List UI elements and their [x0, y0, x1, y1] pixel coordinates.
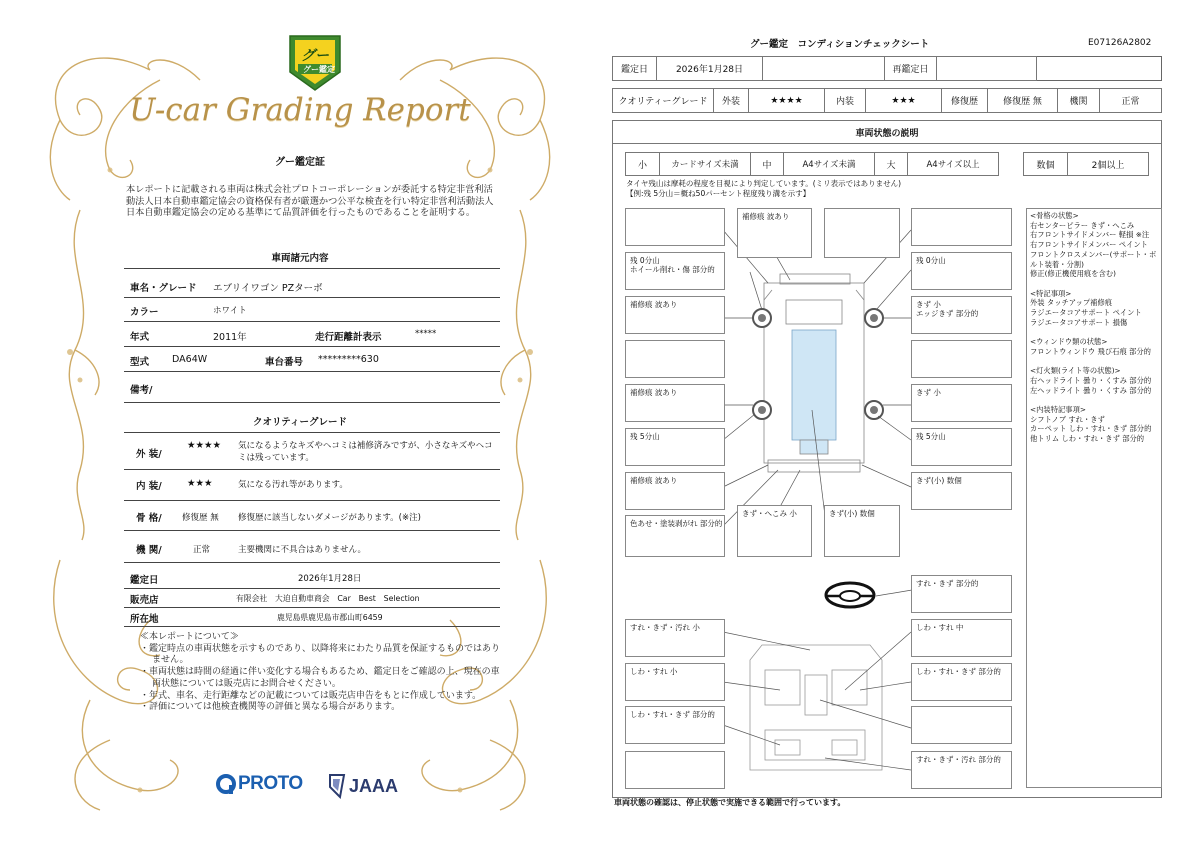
- frame-text: 修復歴に該当しないダメージがあります。(※注): [238, 513, 421, 523]
- spec-heading: 車両諸元内容: [271, 253, 329, 264]
- name-grade-value: エブリイワゴン PZターボ: [213, 283, 323, 294]
- certificate-title: グー鑑定証: [275, 157, 325, 168]
- int-box-left-3: しわ・すれ・きず 部分的: [625, 706, 725, 744]
- ext-label: 外装: [713, 88, 749, 113]
- dealer-value: 有限会社 大迫自動車商会 Car Best Selection: [236, 594, 420, 603]
- svg-text:グー: グー: [301, 48, 329, 64]
- remarks-label: 備考/: [130, 385, 153, 396]
- interior-stars: ★★★: [187, 478, 213, 489]
- dealer-label: 販売店: [130, 595, 159, 606]
- condition-legend: <骨格の状態> 右センターピラー きず・へこみ 右フロントサイドメンバー 軽損 ※注 右フロントサイドメンバー ペイント フロントクロスメンバー(サポート・ボルト装着・分割) 修正(修正機使用痕を含む) <特記事項> 外装 タッチアップ補修痕 ラジエータコアサポート ペイント ラジエータコアサポート 損傷 <ウィンドウ類の状態> フロントウィンドウ 飛び石痕 部分的 <灯火類(ライト等の状態)> 右ヘッドライト 曇り・くすみ 部分的 左ヘッドライト 曇り・くすみ 部分的 <内装特記事項> シフトノブ すれ・きず カーペット しわ・すれ・きず 部分的 他トリム しわ・すれ・きず 部分的: [1026, 208, 1162, 788]
- quality-heading: クオリティーグレード: [252, 417, 348, 428]
- ext-box-left-5: 残 5分山: [625, 428, 725, 466]
- mileage-label: 走行距離計表示: [315, 332, 382, 343]
- mileage-value: *****: [415, 329, 437, 339]
- note-item: ・車両状態は時間の経過に伴い変化する場合もあるため、鑑定日をご確認の上、現在の車両状態については販売店にお問合せください。: [140, 667, 500, 689]
- int-box-left-2: しわ・すれ 小: [625, 663, 725, 701]
- ext-box-left-1: 残 0分山 ホイール削れ・傷 部分的: [625, 252, 725, 290]
- size-small-desc: カードサイズ未満: [659, 152, 751, 176]
- interior-text: 気になる汚れ等があります。: [238, 480, 348, 490]
- color-value: ホワイト: [213, 306, 247, 316]
- certificate-text: 本レポートに記載される車両は株式会社プロトコーポレーションが委託する特定非営利活動法人日本自動車鑑定協会の資格保有者が厳選かつ公平な検査を行い特定非営利活動法人日本自動車鑑定協会の定める基準にて品質評価を行ったものであることを証明する。: [126, 184, 494, 219]
- size-large-desc: A4サイズ以上: [907, 152, 999, 176]
- model-value: DA64W: [172, 354, 208, 365]
- year-label: 年式: [130, 332, 150, 343]
- exterior-label: 外 装/: [136, 449, 162, 460]
- engine-text: 主要機関に不具合はありません。: [238, 545, 367, 555]
- tire-example: 【例:残 5分山＝概ね50パーセント程度残り溝を示す】: [626, 189, 811, 198]
- tire-note: タイヤ残山は摩耗の程度を目視により判定しています。(ミリ表示ではありません): [626, 179, 902, 188]
- appraisal-date-label: 鑑定日: [130, 575, 159, 586]
- ext-box-right-3: [911, 340, 1012, 378]
- ext-box-left-3: [625, 340, 725, 378]
- size-medium: 中: [750, 152, 784, 176]
- sheet-id: E07126A2802: [1088, 38, 1152, 48]
- ext-box-right-2: きず 小 エッジきず 部分的: [911, 296, 1012, 334]
- year-value: 2011年: [213, 332, 247, 343]
- repair-label: 修復歴: [941, 88, 988, 113]
- int-box-right-3: [911, 706, 1012, 744]
- ext-box-left-2: 補修痕 波あり: [625, 296, 725, 334]
- int-box-right-2: しわ・すれ・きず 部分的: [911, 663, 1012, 701]
- condition-check-sheet: [600, 0, 1200, 848]
- ext-box-top-right: [824, 208, 900, 258]
- ext-stars: ★★★★: [748, 88, 825, 113]
- int-box-steering: すれ・きず 部分的: [911, 575, 1012, 613]
- address-label: 所在地: [130, 614, 159, 625]
- note-item: ・評価については他検査機関等の評価と異なる場合があります。: [140, 702, 401, 713]
- ext-box-left-0: [625, 208, 725, 246]
- ext-box-right-1: 残 0分山: [911, 252, 1012, 290]
- interior-label: 内 装/: [136, 481, 162, 492]
- int-box-right-1: しわ・すれ 中: [911, 619, 1012, 657]
- address-value: 鹿児島県鹿児島市郡山町6459: [277, 613, 383, 622]
- size-large: 大: [874, 152, 908, 176]
- frame-label: 骨 格/: [136, 513, 162, 524]
- chassis-value: *********630: [318, 354, 379, 365]
- ext-box-top-mid: 補修痕 波あり: [737, 208, 812, 258]
- quality-label: クオリティーグレード: [612, 88, 714, 113]
- size-small: 小: [625, 152, 660, 176]
- report-notes: [140, 632, 500, 714]
- ext-box-bottom-2: きず(小) 数個: [824, 505, 900, 557]
- footer-note: 車両状態の確認は、停止状態で実施できる範囲で行っています。: [614, 798, 846, 807]
- int-stars: ★★★: [865, 88, 942, 113]
- date-label: 鑑定日: [612, 56, 657, 81]
- chassis-label: 車台番号: [265, 357, 304, 368]
- goo-appraisal-badge: [286, 32, 344, 94]
- ext-box-left-6: 補修痕 波あり: [625, 472, 725, 510]
- int-box-left-4: [625, 751, 725, 789]
- ext-box-right-0: [911, 208, 1012, 246]
- repair-value: 修復歴 無: [987, 88, 1058, 113]
- badge-label: グー鑑定: [303, 65, 335, 74]
- jaaa-logo: JAAA: [328, 773, 398, 799]
- model-label: 型式: [130, 357, 150, 368]
- note-item: ・鑑定時点の車両状態を示すものであり、以降将来にわたり品質を保証するものではありません。: [140, 643, 501, 666]
- name-grade-label: 車名・グレード: [130, 283, 197, 294]
- steering-wheel-icon: [826, 583, 912, 607]
- engine-value: 正常: [193, 545, 211, 555]
- int-label: 内装: [824, 88, 866, 113]
- sheet-title: グー鑑定 コンディションチェックシート: [750, 39, 930, 50]
- int-box-left-1: すれ・きず・汚れ 小: [625, 619, 725, 657]
- exterior-stars: ★★★★: [187, 440, 222, 451]
- jaaa-mark-icon: [328, 773, 346, 799]
- proto-logo: PROTO: [215, 773, 303, 795]
- ext-box-left-4: 補修痕 波あり: [625, 384, 725, 422]
- exterior-text: 気になるようなキズやヘコミは補修済みですが、小さなキズやヘコミは残っています。: [238, 441, 493, 463]
- reappraisal-label: 再鑑定日: [884, 56, 937, 81]
- notes-heading: ≪本レポートについて≫: [140, 632, 239, 642]
- script-title: U-car Grading Report: [129, 92, 471, 128]
- ext-box-right-4: きず 小: [911, 384, 1012, 422]
- appraisal-date-value: 2026年1月28日: [298, 574, 362, 584]
- frame-value: 修復歴 無: [182, 513, 219, 523]
- engine-label: 機 関/: [136, 545, 162, 556]
- int-box-right-4: すれ・きず・汚れ 部分的: [911, 751, 1012, 789]
- note-item: ・年式、車名、走行距離などの記載については販売店申告をもとに作成しています。: [140, 690, 482, 701]
- size-medium-desc: A4サイズ未満: [783, 152, 875, 176]
- ext-box-bottom-1: きず・へこみ 小: [737, 505, 812, 557]
- engine-label: 機関: [1057, 88, 1100, 113]
- count-label: 数個: [1023, 152, 1068, 176]
- date-value: 2026年1月28日: [656, 56, 763, 81]
- color-label: カラー: [130, 307, 159, 318]
- ext-box-right-6: きず(小) 数個: [911, 472, 1012, 510]
- count-value: 2個以上: [1067, 152, 1149, 176]
- proto-mark-icon: [215, 773, 237, 795]
- explain-heading: 車両状態の説明: [612, 120, 1162, 144]
- ext-box-left-7: 色あせ・塗装剥がれ 部分的: [625, 515, 725, 557]
- engine-value: 正常: [1099, 88, 1162, 113]
- ext-box-right-5: 残 5分山: [911, 428, 1012, 466]
